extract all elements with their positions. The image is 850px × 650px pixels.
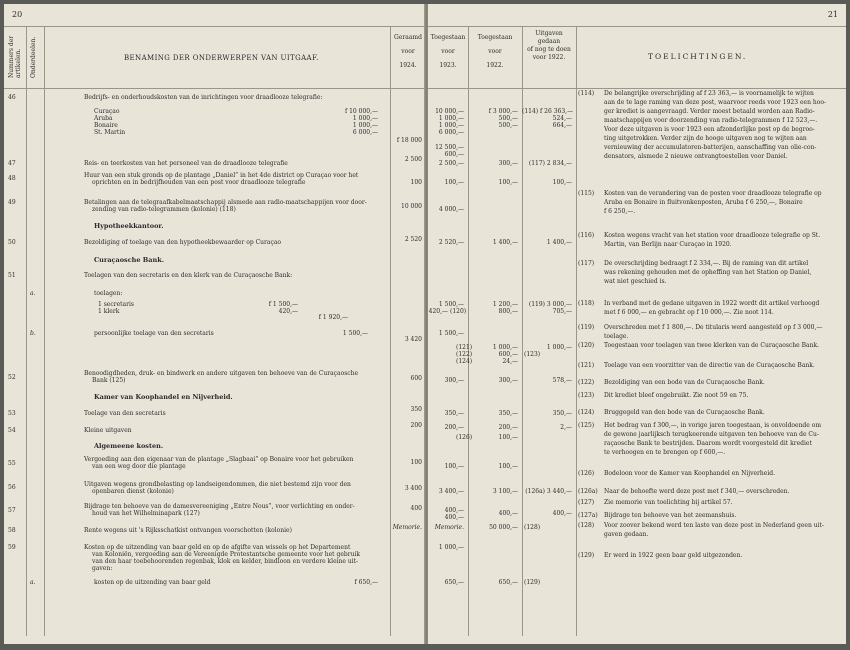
amount-1923: 600,— xyxy=(444,151,464,158)
row-text: openbaren dienst (kolonie) xyxy=(92,488,174,495)
amount-uitgaven: (117) 2 834,— xyxy=(528,160,572,167)
row-text: Benoodigdheden, druk- en bindwerk en andere uitgaven ten behoeve van de Curaçaosche xyxy=(84,370,359,377)
right-page xyxy=(428,4,846,644)
note-ref: (127) xyxy=(578,499,595,506)
amount-1922: 100,— xyxy=(498,179,518,186)
note-ref: (125) xyxy=(578,422,595,429)
amount-uitgaven: 400,— xyxy=(552,510,572,517)
amount-uitgaven: (114) f 26 363,— xyxy=(522,108,574,115)
header-geraamd-line: voor xyxy=(401,48,415,55)
header-toelichtingen: TOELICHTINGEN. xyxy=(648,52,748,61)
subamount: f 1 500,— xyxy=(268,301,298,308)
note-text: Martin, van Berlijn naar Curaçao in 1920. xyxy=(604,241,732,248)
header-toegestaan-1923 xyxy=(428,34,468,70)
note-text: Kosten wegens vracht van het station voor draadlooze telegrafie op St. xyxy=(604,232,821,239)
amount-1922: 200,— xyxy=(498,424,518,431)
note-text: Toelage van een voorzitter van de directie van de Curaçaosche Bank. xyxy=(604,362,815,369)
note-text: f 6 250,—. xyxy=(604,208,636,215)
article-number: 50 xyxy=(8,239,16,246)
article-number: 55 xyxy=(8,460,16,467)
amount-1923: 200,— xyxy=(444,424,464,431)
subtotal: 1 500,— xyxy=(342,330,368,337)
row-text: zending van radio-telegrammen (kolonie) (118) xyxy=(92,206,236,213)
header-bottom-rule xyxy=(4,88,424,89)
amount-uitgaven: 2,— xyxy=(560,424,572,431)
note-text: te verhoogen en te brengen op f 600,—. xyxy=(604,449,726,456)
note-text: Aruba en Bonaire in fluitvonkenposten, Aruba f 6 250,—, Bonaire xyxy=(604,199,803,206)
note-ref: (122) xyxy=(456,351,473,358)
amount-1922: 1 000,— xyxy=(492,344,518,351)
row-text: Bezoldiging of toelage van den hypotheekbewaarder op Curaçao xyxy=(84,239,282,246)
row-text: Bijdrage ten behoeve van de damesvereeniging „Entre Nous”, voor verlichting en onder- xyxy=(84,503,355,510)
note-text: toelage. xyxy=(604,333,629,340)
note-text: de gewone jaarlijksch terugkeerende uitgaven ten behoeve van de Cu- xyxy=(604,431,819,438)
amount-1922: 350,— xyxy=(498,410,518,417)
amount-1923: 3 400,— xyxy=(438,488,464,495)
note-text: gaven gedaan. xyxy=(604,531,649,538)
amount-1923: 650,— xyxy=(444,579,464,586)
note-text: De belangrijke overschrijding af f 23 363,— is voornamelijk te wijten xyxy=(604,90,814,97)
row-text: Bank (125) xyxy=(92,377,126,384)
amount-1923: 350,— xyxy=(444,410,464,417)
amount-1922: 300,— xyxy=(498,377,518,384)
header-line: Toegestaan xyxy=(430,34,466,41)
row-text: Bonaire xyxy=(94,122,118,129)
article-number: 53 xyxy=(8,410,16,417)
row-text: 1 secretaris xyxy=(98,301,134,308)
note-text: aan de te lage raming van deze post, waarvoor reeds voor 1923 een hoo- xyxy=(604,99,826,106)
row-text: 1 klerk xyxy=(98,308,120,315)
row-text: Aruba xyxy=(94,115,113,122)
subamount: 420,— xyxy=(278,308,298,315)
amount-uitgaven: (126a) 3 440,— xyxy=(525,488,572,495)
amount-1923: 300,— xyxy=(444,377,464,384)
amount-1923: 1 000,— xyxy=(438,122,464,129)
amount-uitgaven: 1 400,— xyxy=(546,239,572,246)
header-line: of nog te doen xyxy=(527,46,571,53)
amount-uitgaven: 664,— xyxy=(552,122,572,129)
row-text: oprichten en in bedrijfhouden van een post voor draadlooze telegrafie xyxy=(92,179,306,186)
note-ref: (116) xyxy=(578,232,595,239)
note-ref: (120) xyxy=(450,308,467,315)
row-text: toelagen: xyxy=(94,290,123,297)
row-text: Toelage van den secretaris xyxy=(84,410,166,417)
col-rule xyxy=(26,26,27,636)
note-text: In verband met de gedane uitgaven in 1922 wordt dit artikel verhoogd xyxy=(604,300,820,307)
header-top-rule xyxy=(4,26,424,27)
note-ref: (114) xyxy=(578,90,595,97)
note-text: vernieuwing der accumulatoren-batterijen, aanschaffing van olie-con- xyxy=(604,144,817,151)
header-line: 1923. xyxy=(439,62,457,69)
article-number: 48 xyxy=(8,175,16,182)
geraamd-amount: 3 400 xyxy=(404,485,422,492)
row-text: Vergoeding aan den eigenaar van de plantage „Slagbaai” op Bonaire voor het gebruiken xyxy=(84,456,354,463)
article-number: 58 xyxy=(8,527,16,534)
note-text: Het bedrag van f 300,—, in vorige jaren toegestaan, is onvoldoende om xyxy=(604,422,822,429)
amount-1923: 1 000,— xyxy=(438,544,464,551)
row-text: gaven: xyxy=(92,565,113,572)
amount-uitgaven: 524,— xyxy=(552,115,572,122)
note-ref: (117) xyxy=(578,260,595,267)
note-ref: (122) xyxy=(578,379,595,386)
amount-1922: 500,— xyxy=(498,115,518,122)
note-text: ting uitgetrokken. Verder zijn de hooge uitgaven nog te wijten aan xyxy=(604,135,807,142)
section-heading: Kamer van Koophandel en Nijverheid. xyxy=(94,393,233,401)
amount-uitgaven: 100,— xyxy=(552,179,572,186)
note-text: maatschappijen voor doorzending van radio-telegrammen f 12 523,—. xyxy=(604,117,818,124)
subamount: 6 000,— xyxy=(352,129,378,136)
amount-1923: 1 500,— xyxy=(438,330,464,337)
article-number: 52 xyxy=(8,374,16,381)
geraamd-amount: 3 420 xyxy=(404,336,422,343)
note-text: wat niet geschied is. xyxy=(604,278,667,285)
header-bottom-rule xyxy=(428,88,846,89)
row-text: Rente wegens uit 's Rijksschatkist ontvangen voorschotten (kolonie) xyxy=(84,527,292,534)
note-ref: (121) xyxy=(578,362,595,369)
amount-1922: 50 000,— xyxy=(489,524,518,531)
note-text: densators, alsmede 2 nieuwe ontvangtoestellen voor Daniel. xyxy=(604,153,788,160)
note-ref: (129) xyxy=(578,552,595,559)
section-heading: Algemeene kosten. xyxy=(94,442,164,450)
amount-1922: 600,— xyxy=(498,351,518,358)
header-line: voor xyxy=(441,48,455,55)
row-text: Uitgaven wegens grondbelasting op landseigendommen, die niet bestemd zijn voor den xyxy=(84,481,351,488)
amount-1922: 1 200,— xyxy=(492,301,518,308)
geraamd-amount: 350 xyxy=(410,406,422,413)
amount-uitgaven: 1 000,— xyxy=(546,344,572,351)
note-text: Bruggegeld van den bode van de Curaçaosche Bank. xyxy=(604,409,765,416)
article-number: 46 xyxy=(8,94,16,101)
sub-letter: b. xyxy=(30,330,36,337)
note-text: Zie memorie van toelichting bij artikel 57. xyxy=(604,499,733,506)
article-number: 47 xyxy=(8,160,16,167)
note-text: Bezoldiging van een bode van de Curaçaosche Bank. xyxy=(604,379,765,386)
header-uitgaven xyxy=(522,30,576,62)
amount-1923: 4 000,— xyxy=(438,206,464,213)
note-ref: (129) xyxy=(524,579,541,586)
header-onderdeelen: Onderdeelen. xyxy=(30,36,37,78)
header-line: voor xyxy=(488,48,502,55)
row-text: van Koloniën, vergoeding aan de Vereenigde Protestantsche gemeente voor het gebruik xyxy=(92,551,360,558)
amount-1922: 100,— xyxy=(498,463,518,470)
article-number: 57 xyxy=(8,507,16,514)
note-ref: (124) xyxy=(578,409,595,416)
header-line: voor 1922. xyxy=(532,54,566,61)
row-text: Huur van een stuk gronds op de plantage „Daniel” in het 4de district op Curaçao voor het xyxy=(84,172,359,179)
row-text: Toelagen van den secretaris en den klerk van de Curaçaosche Bank: xyxy=(84,272,293,279)
col-rule xyxy=(44,26,45,636)
amount-1923: 2 500,— xyxy=(438,160,464,167)
header-benaming: BENAMING DER ONDERWERPEN VAN UITGAAF. xyxy=(124,54,319,62)
article-number: 54 xyxy=(8,427,16,434)
amount-1923: 100,— xyxy=(444,463,464,470)
left-page xyxy=(4,4,424,644)
header-line: Uitgaven xyxy=(535,30,563,37)
note-ref: (126) xyxy=(578,470,595,477)
subtotal: f 1 920,— xyxy=(318,314,348,321)
note-ref: (128) xyxy=(524,524,541,531)
note-text: Bijdrage ten behoeve van het zeemanshuis. xyxy=(604,512,737,519)
amount-1922: 500,— xyxy=(498,122,518,129)
row-text: van een weg door die plantage xyxy=(92,463,186,470)
note-ref: (126a) xyxy=(578,488,598,495)
header-line: gedaan xyxy=(537,38,561,45)
note-ref: (127a) xyxy=(578,512,598,519)
row-text: kosten op de uitzending van baar geld xyxy=(94,579,211,586)
row-text: Curaçao xyxy=(94,108,120,115)
subamount: 1 000,— xyxy=(352,122,378,129)
row-text: van den haar toebehoorenden regenbak, klok en kelder, bindloon en verdere kleine uit- xyxy=(92,558,359,565)
amount-uitgaven: 705,— xyxy=(552,308,572,315)
note-ref: (115) xyxy=(578,190,595,197)
note-text: Kosten van de verandering van de posten voor draadlooze telegrafie op xyxy=(604,190,822,197)
right-page-number: 21 xyxy=(827,10,838,19)
note-ref: (124) xyxy=(456,358,473,365)
subamount: f 650,— xyxy=(354,579,378,586)
amount-1923: Memorie. xyxy=(434,524,464,531)
article-number: 59 xyxy=(8,544,16,551)
note-ref: (120) xyxy=(578,342,595,349)
amount-1923: 400,— xyxy=(444,514,464,521)
amount-1922: 1 400,— xyxy=(492,239,518,246)
geraamd-amount: 200 xyxy=(410,422,422,429)
note-ref: (121) xyxy=(456,344,473,351)
amount-1923: 1 000,— xyxy=(438,115,464,122)
note-ref: (123) xyxy=(524,351,541,358)
header-artikel: Nummers der artikelen. xyxy=(8,35,22,78)
col-rule xyxy=(576,26,577,636)
row-text: Bedrijfs- en onderhoudskosten van de inrichtingen voor draadlooze telegrafie: xyxy=(84,94,323,101)
geraamd-amount: 400 xyxy=(410,505,422,512)
header-top-rule xyxy=(428,26,846,27)
row-text: Kleine uitgaven xyxy=(84,427,132,434)
geraamd-amount: 100 xyxy=(410,179,422,186)
note-text: Overschreden met f 1 800,—. De titularis werd aangesteld op f 3 000,— xyxy=(604,324,823,331)
section-heading: Hypotheekkantoor. xyxy=(94,222,164,230)
geraamd-amount: 10 000 xyxy=(401,203,422,210)
header-line: Toegestaan xyxy=(477,34,513,41)
row-text: St. Martin xyxy=(94,129,126,136)
amount-1923: 10 000,— xyxy=(435,108,464,115)
note-text: Dit krediet bleef ongebruikt. Zie noot 59 en 75. xyxy=(604,392,749,399)
note-text: De overschrijding bedraagt f 2 334,—. Bij de raming van dit artikel xyxy=(604,260,809,267)
sub-letter: a. xyxy=(30,290,36,297)
header-geraamd-line: Geraamd xyxy=(394,34,422,41)
header-line: 1922. xyxy=(486,62,504,69)
note-text: Voor deze uitgaven is voor 1923 een afzonderlijke post op de begroo- xyxy=(604,126,815,133)
note-text: Voor zoover bekend werd ten laste van deze post in Nederland geen uit- xyxy=(604,522,824,529)
section-heading: Curaçaosche Bank. xyxy=(94,256,164,264)
amount-uitgaven: (119) 3 000,— xyxy=(528,301,572,308)
amount-1923: 6 000,— xyxy=(438,129,464,136)
note-ref: (119) xyxy=(578,324,595,331)
amount-1923: 420,— xyxy=(428,308,448,315)
amount-1923: 1 500,— xyxy=(438,301,464,308)
amount-1922: 300,— xyxy=(498,160,518,167)
note-text: Toegestaan voor toelagen van twee klerken van de Curaçaosche Bank. xyxy=(604,342,819,349)
header-toegestaan-1922 xyxy=(468,34,522,70)
amount-1923: 12 500,— xyxy=(435,144,464,151)
amount-uitgaven: 350,— xyxy=(552,410,572,417)
note-text: met f 6 000,— en gebracht op f 10 000,—. Zie noot 114. xyxy=(604,309,774,316)
amount-uitgaven: 578,— xyxy=(552,377,572,384)
amount-1923: 400,— xyxy=(444,507,464,514)
note-ref: (126) xyxy=(456,434,473,441)
header-geraamd xyxy=(392,34,424,70)
row-text: Betalingen aan de telegraafkabelmaatschappij alsmede aan radio-maatschappijen voor door- xyxy=(84,199,367,206)
row-text: Reis- en teerkosten van het personeel van de draadlooze telegrafie xyxy=(84,160,288,167)
sub-letter: a. xyxy=(30,579,36,586)
subamount: 1 000,— xyxy=(352,115,378,122)
header-geraamd-line: 1924. xyxy=(399,62,417,69)
amount-1922: f 3 000,— xyxy=(488,108,518,115)
amount-1923: 100,— xyxy=(444,179,464,186)
amount-1922: 24,— xyxy=(502,358,518,365)
subamount: f 10 000,— xyxy=(344,108,378,115)
geraamd-amount: 100 xyxy=(410,459,422,466)
col-rule xyxy=(390,26,391,636)
row-text: Kosten op de uitzending van baar geld en op de afgifte van wissels op het Departement xyxy=(84,544,351,551)
article-number: 56 xyxy=(8,484,16,491)
geraamd-amount: 2 520 xyxy=(404,236,422,243)
amount-1922: 400,— xyxy=(498,510,518,517)
article-number: 49 xyxy=(8,199,16,206)
amount-1923: 2 520,— xyxy=(438,239,464,246)
note-ref: (118) xyxy=(578,300,595,307)
geraamd-amount: f 18 000 xyxy=(396,137,422,144)
note-ref: (123) xyxy=(578,392,595,399)
amount-1922: 3 100,— xyxy=(492,488,518,495)
row-text: persoonlijke toelage van den secretaris xyxy=(94,330,214,337)
note-text: Bodeloon voor de Kamer van Koophandel en Nijverheid. xyxy=(604,470,775,477)
amount-1922: 100,— xyxy=(498,434,518,441)
left-page-number: 20 xyxy=(12,10,23,19)
geraamd-amount: 600 xyxy=(410,375,422,382)
note-text: Er werd in 1922 geen baar geld uitgezonden. xyxy=(604,552,743,559)
amount-1922: 650,— xyxy=(498,579,518,586)
amount-1922: 800,— xyxy=(498,308,518,315)
article-number: 51 xyxy=(8,272,16,279)
note-text: was rekening gehouden met de opheffing van het Station op Daniel, xyxy=(604,269,812,276)
geraamd-amount: 2 500 xyxy=(404,156,422,163)
note-text: Naar de behoefte werd deze post met f 340,— overschreden. xyxy=(604,488,790,495)
note-ref: (128) xyxy=(578,522,595,529)
geraamd-amount: Memorie. xyxy=(392,524,422,531)
note-text: raçaosche Bank te bestrijden. Daarom wordt voorgesteld dit krediet xyxy=(604,440,812,447)
row-text: houd van het Wilhelminapark (127) xyxy=(92,510,200,517)
note-text: ger krediet is aangevraagd. Verder moest betaald worden aan Radio- xyxy=(604,108,815,115)
